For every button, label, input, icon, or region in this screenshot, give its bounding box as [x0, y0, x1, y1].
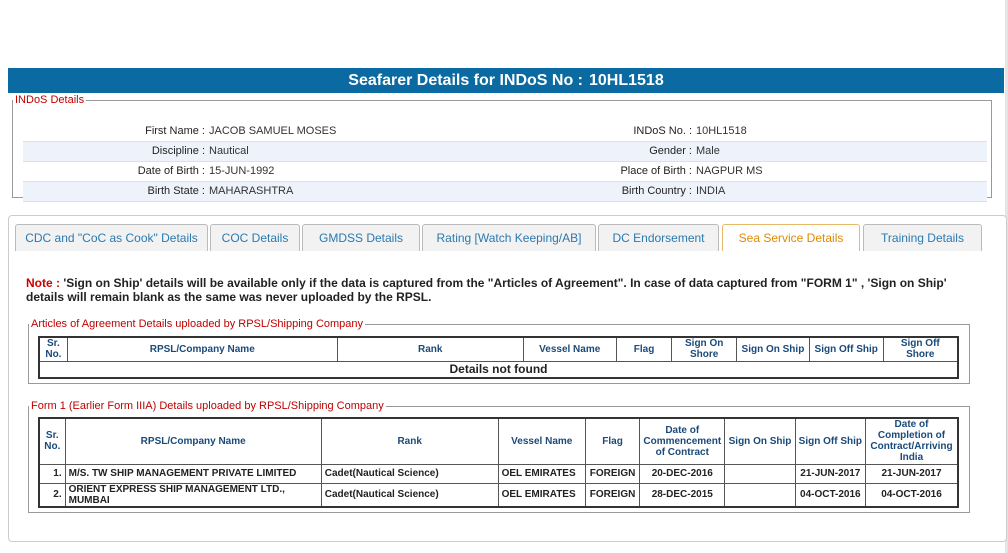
rank-cell: Cadet(Nautical Science)	[321, 464, 498, 483]
flag-cell: FOREIGN	[585, 464, 639, 483]
flag-cell: FOREIGN	[585, 483, 639, 507]
articles-empty-row	[39, 361, 958, 378]
tab-sea-service-details[interactable]: Sea Service Details	[722, 224, 860, 251]
commencement-cell: 28-DEC-2015	[640, 483, 725, 507]
sr-no-cell: 1.	[39, 464, 65, 483]
place-of-birth-value: NAGPUR MS	[696, 165, 763, 177]
indos-no-label: INDoS No. :	[633, 125, 692, 137]
col-sr-no: Sr. No.	[39, 337, 67, 361]
table-row	[39, 483, 958, 507]
col-sign-on-shore: Sign On Shore	[672, 337, 737, 361]
company-cell: ORIENT EXPRESS SHIP MANAGEMENT LTD., MUMBAI	[65, 483, 321, 507]
indos-row-discipline	[23, 141, 987, 162]
col-sign-on-ship: Sign On Ship	[737, 337, 810, 361]
tab-dc-endorsement[interactable]: DC Endorsement	[598, 224, 719, 251]
sign-off-ship-cell: 21-JUN-2017	[795, 464, 865, 483]
note-label: Note :	[26, 276, 60, 290]
form1-header-row	[39, 418, 958, 464]
col-completion: Date of Completion of Contract/Arriving India	[865, 418, 958, 464]
vessel-cell: OEL EMIRATES	[498, 483, 585, 507]
form1-table	[38, 417, 959, 508]
articles-table	[38, 336, 959, 379]
articles-legend: Articles of Agreement Details uploaded by RPSL/Shipping Company	[31, 318, 364, 330]
rank-cell: Cadet(Nautical Science)	[321, 483, 498, 507]
details-not-found: Details not found	[39, 361, 958, 378]
tab-training-details[interactable]: Training Details	[863, 224, 982, 251]
birth-country-value: INDIA	[696, 185, 726, 197]
gender-value: Male	[696, 145, 720, 157]
col-vessel-name: Vessel Name	[523, 337, 616, 361]
col-sign-on-ship: Sign On Ship	[725, 418, 795, 464]
birth-state-label: Birth State :	[147, 185, 205, 197]
indos-details-section	[12, 94, 992, 198]
indos-no-value: 10HL1518	[696, 125, 747, 137]
tab-coc-details[interactable]: COC Details	[210, 224, 300, 251]
col-rank: Rank	[337, 337, 523, 361]
col-rank: Rank	[321, 418, 498, 464]
col-commencement: Date of Commencement of Contract	[640, 418, 725, 464]
sign-off-ship-cell: 04-OCT-2016	[795, 483, 865, 507]
place-of-birth-label: Place of Birth :	[620, 165, 692, 177]
first-name-value: JACOB SAMUEL MOSES	[209, 125, 337, 137]
col-sr-no: Sr. No.	[39, 418, 65, 464]
table-row	[39, 464, 958, 483]
sign-on-ship-cell	[725, 464, 795, 483]
commencement-cell: 20-DEC-2016	[640, 464, 725, 483]
vessel-cell: OEL EMIRATES	[498, 464, 585, 483]
note-text: 'Sign on Ship' details will be available only if the data is captured from the "Articles of Agreement". In case of data captured from "FORM 1" , 'Sign on Ship' details will remain blank as the same was never uploaded by the RPSL.	[26, 276, 947, 304]
date-of-birth-label: Date of Birth :	[137, 165, 205, 177]
page-title-indos: 10HL1518	[589, 72, 664, 89]
col-company-name: RPSL/Company Name	[67, 337, 337, 361]
col-company-name: RPSL/Company Name	[65, 418, 321, 464]
col-flag: Flag	[585, 418, 639, 464]
gender-label: Gender :	[649, 145, 692, 157]
col-flag: Flag	[616, 337, 672, 361]
col-sign-off-shore: Sign Off Shore	[883, 337, 958, 361]
date-of-birth-value: 15-JUN-1992	[209, 165, 275, 177]
first-name-label: First Name :	[145, 125, 205, 137]
tab-cdc-coc-cook[interactable]: CDC and "CoC as Cook" Details	[15, 224, 208, 251]
articles-header-row	[39, 337, 958, 361]
sign-on-ship-cell	[725, 483, 795, 507]
indos-row-first-name	[23, 122, 987, 141]
page-title	[8, 68, 1004, 93]
tab-rating-watch-keeping[interactable]: Rating [Watch Keeping/AB]	[422, 224, 596, 251]
completion-cell: 04-OCT-2016	[865, 483, 958, 507]
discipline-value: Nautical	[209, 145, 249, 157]
col-vessel-name: Vessel Name	[498, 418, 585, 464]
form1-legend: Form 1 (Earlier Form IIIA) Details uploaded by RPSL/Shipping Company	[31, 400, 384, 412]
company-cell: M/S. TW SHIP MANAGEMENT PRIVATE LIMITED	[65, 464, 321, 483]
page-title-prefix: Seafarer Details for INDoS No :	[348, 72, 583, 89]
discipline-label: Discipline :	[151, 145, 205, 157]
col-sign-off-ship: Sign Off Ship	[795, 418, 865, 464]
indos-row-birth-state	[23, 181, 987, 202]
col-sign-off-ship: Sign Off Ship	[809, 337, 883, 361]
sign-on-note	[26, 276, 976, 304]
birth-country-label: Birth Country :	[621, 185, 692, 197]
indos-details-legend: INDoS Details	[15, 94, 85, 106]
tab-gmdss-details[interactable]: GMDSS Details	[302, 224, 420, 251]
completion-cell: 21-JUN-2017	[865, 464, 958, 483]
birth-state-value: MAHARASHTRA	[209, 185, 294, 197]
indos-row-date-of-birth	[23, 162, 987, 181]
sr-no-cell: 2.	[39, 483, 65, 507]
